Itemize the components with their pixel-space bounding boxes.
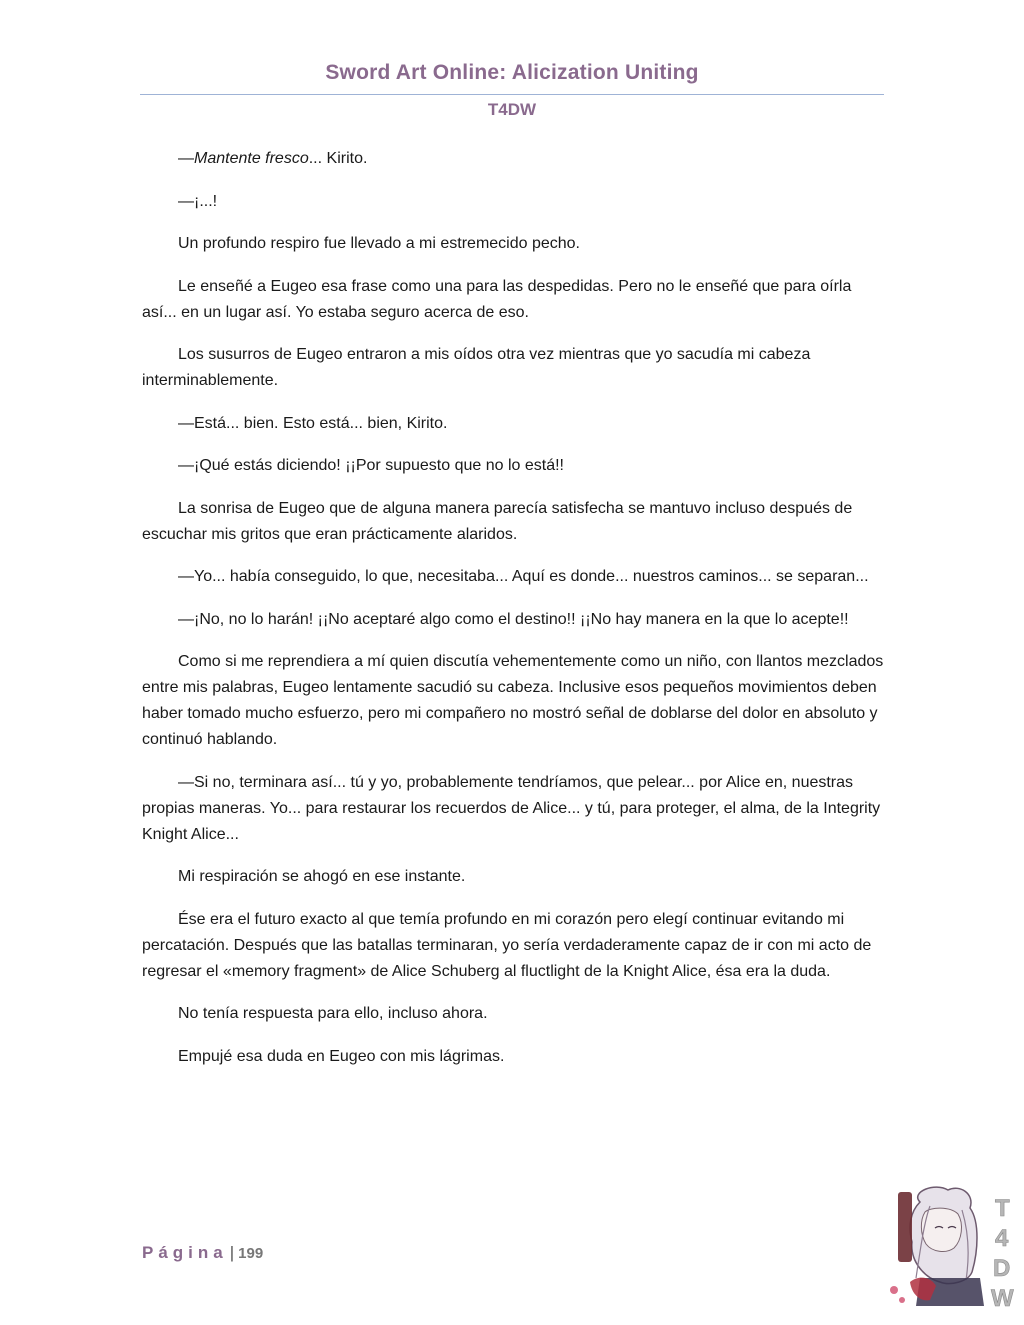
document-title: Sword Art Online: Alicization Uniting [325,61,699,84]
logo-letters [991,1195,1014,1312]
paragraph-text: ... Kirito. [308,150,368,167]
page-label: Página [142,1243,228,1262]
paragraph: Mi respiración se ahogó en ese instante. [178,868,466,885]
paragraph: —Si no, terminara así... tú y yo, probablemente tendríamos, que pelear... por Alice en, nuestras propias maneras. Yo... para restaurar los recuerdos de Alice... y tú, para proteger, el alma, de la Integrity Knight Alice... [142,773,881,843]
logo-letter-w: W [991,1285,1014,1312]
dash: — [178,150,194,167]
paragraph: —Yo... había conseguido, lo que, necesitaba... Aquí es donde... nuestros caminos... se separan... [178,568,869,585]
page-separator: | [229,1243,235,1262]
header-divider [140,94,884,95]
paragraph: Un profundo respiro fue llevado a mi estremecido pecho. [178,235,580,252]
paragraph: —¡Qué estás diciendo! ¡¡Por supuesto que no lo está!! [178,457,564,474]
paragraph: Le enseñé a Eugeo esa frase como una para las despedidas. Pero no le enseñé que para oírla así... en un lugar así. Yo estaba seguro acerca de eso. [142,277,852,321]
document-subtitle: T4DW [487,100,537,119]
logo-letter-t: T [995,1195,1010,1222]
t4dw-logo-icon [880,1182,1020,1312]
paragraph [142,146,884,172]
paragraph: —¡No, no lo harán! ¡¡No aceptaré algo como el destino!! ¡¡No hay manera en la que lo acepte!! [178,610,849,628]
paragraph: Empujé esa duda en Eugeo con mis lágrimas. [178,1047,505,1065]
emphasis-text: Mantente fresco [194,150,309,167]
page-number: 199 [238,1245,264,1262]
logo-letter-d: D [993,1255,1011,1282]
page-footer [142,1243,263,1263]
paragraph: —¡...! [178,192,218,210]
paragraph: Como si me reprendiera a mí quien discutía vehementemente como un niño, con llantos mezclados entre mis palabras, Eugeo lentamente sacudió su cabeza. Inclusive esos pequeños movimientos deben haber tomado mucho esfuerzo, pero mi compañero no mostró señal de doblarse del dolor en absoluto y continuó hablando. [142,653,884,748]
document-body [142,146,884,1086]
paragraph: Los susurros de Eugeo entraron a mis oídos otra vez mientras que yo sacudía mi cabeza interminablemente. [142,346,811,389]
paragraph: No tenía respuesta para ello, incluso ahora. [178,1005,488,1022]
paragraph: La sonrisa de Eugeo que de alguna manera parecía satisfecha se mantuvo incluso después de escuchar mis gritos que eran prácticamente alaridos. [142,499,853,543]
paragraph: —Está... bien. Esto está... bien, Kirito. [178,414,448,432]
character-illustration [890,1187,984,1306]
logo-letter-4: 4 [995,1225,1009,1252]
paragraph: Ése era el futuro exacto al que temía profundo en mi corazón pero elegí continuar evitando mi percatación. Después que las batallas terminaran, yo sería verdaderamente capaz de ir con mi acto de regresar el «memory fragment» de Alice Schuberg al fluctlight de la Knight Alice, ésa era la duda. [142,910,872,980]
